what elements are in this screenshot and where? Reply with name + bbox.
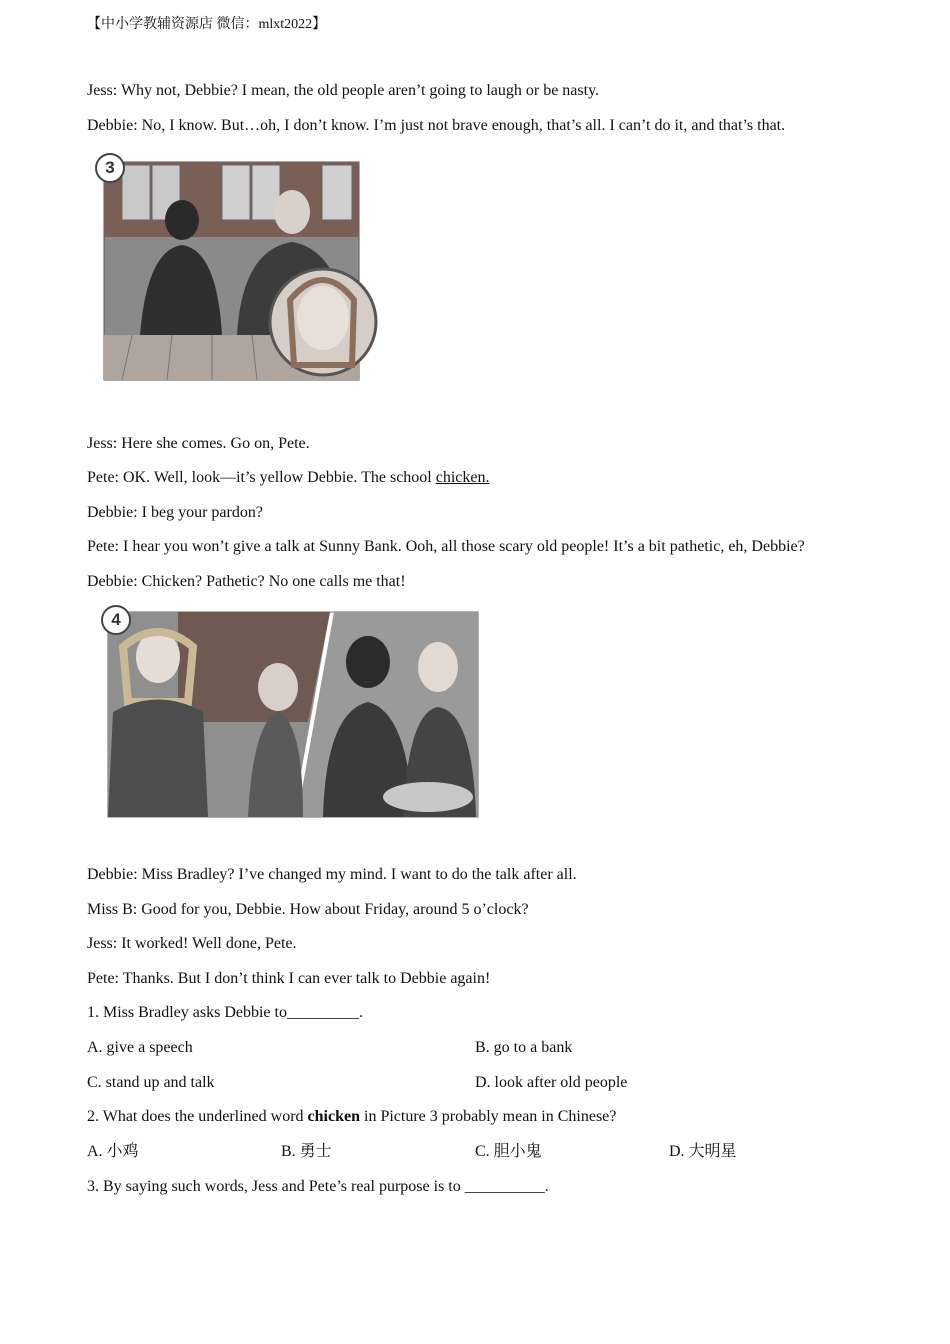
dialogue-line: Jess: It worked! Well done, Pete. <box>87 935 297 952</box>
question-text: in Picture 3 probably mean in Chinese? <box>360 1108 617 1125</box>
dialogue-line: Pete: Thanks. But I don’t think I can ever talk to Debbie again! <box>87 970 491 987</box>
picture-4-illustration <box>98 602 483 824</box>
q1-option-c: C. stand up and talk <box>87 1074 215 1091</box>
dialogue-line: Miss B: Good for you, Debbie. How about Friday, around 5 o’clock? <box>87 901 529 918</box>
bold-word: chicken <box>307 1108 360 1125</box>
dialogue-text: Pete: OK. Well, look—it’s yellow Debbie. The school <box>87 469 436 486</box>
q1-option-d: D. look after old people <box>475 1074 628 1091</box>
dialogue-line: Debbie: Miss Bradley? I’ve changed my mind. I want to do the talk after all. <box>87 866 577 883</box>
question-3-stem: 3. By saying such words, Jess and Pete’s real purpose is to __________. <box>87 1178 549 1195</box>
q2-option-d: D. 大明星 <box>669 1143 737 1160</box>
picture-3 <box>92 150 382 395</box>
q1-option-a: A. give a speech <box>87 1039 193 1056</box>
dialogue-line: Debbie: No, I know. But…oh, I don’t know. I’m just not brave enough, that’s all. I can’t do it, and that’s that. <box>87 117 786 134</box>
picture-number-badge: 3 <box>95 153 125 183</box>
question-1-stem: 1. Miss Bradley asks Debbie to_________. <box>87 1004 363 1021</box>
picture-4 <box>98 602 483 824</box>
picture-3-illustration <box>92 150 382 395</box>
underlined-word: chicken. <box>435 469 490 486</box>
dialogue-line: Debbie: Chicken? Pathetic? No one calls me that! <box>87 573 406 590</box>
dialogue-line <box>87 468 490 488</box>
q2-option-c: C. 胆小鬼 <box>475 1143 542 1160</box>
question-2-stem <box>87 1107 616 1127</box>
picture-number-badge: 4 <box>101 605 131 635</box>
q2-option-a: A. 小鸡 <box>87 1143 139 1160</box>
page-header: 【中小学教辅资源店 微信：mlxt2022】 <box>87 17 327 32</box>
question-text: 2. What does the underlined word <box>87 1108 308 1125</box>
dialogue-line: Debbie: I beg your pardon? <box>87 504 263 521</box>
dialogue-line: Pete: I hear you won’t give a talk at Sunny Bank. Ooh, all those scary old people! It’s a bit pathetic, eh, Debbie? <box>87 538 805 555</box>
dialogue-line: Jess: Here she comes. Go on, Pete. <box>87 435 310 452</box>
dialogue-line: Jess: Why not, Debbie? I mean, the old people aren’t going to laugh or be nasty. <box>87 82 600 99</box>
q2-option-b: B. 勇士 <box>281 1143 332 1160</box>
q1-option-b: B. go to a bank <box>475 1039 573 1056</box>
